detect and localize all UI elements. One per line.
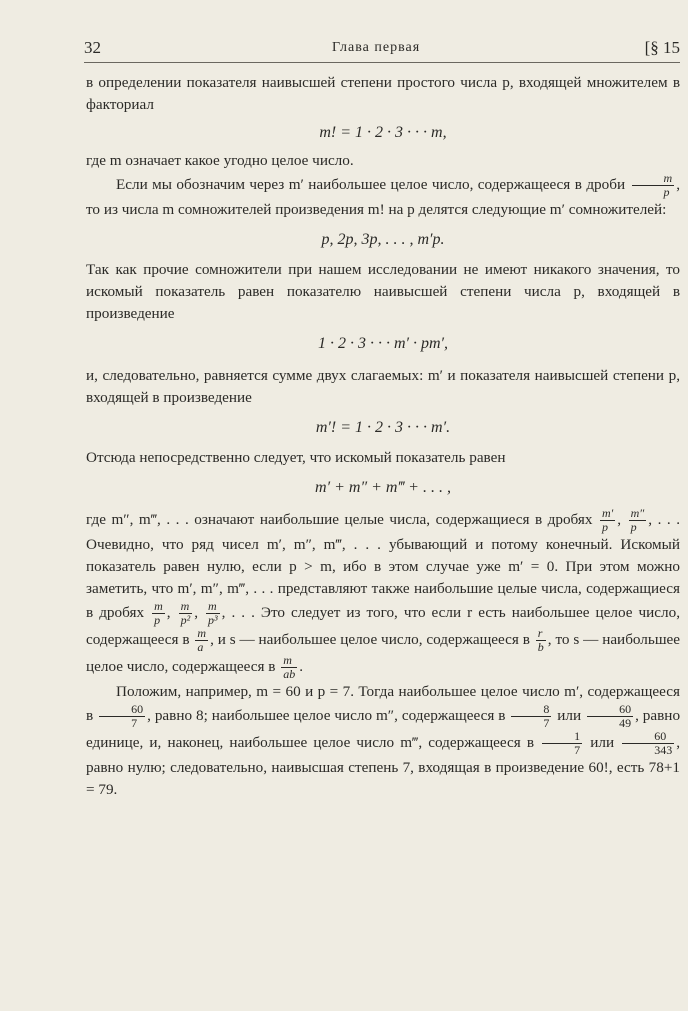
paragraph-3-text-a: Если мы обозначим через m′ наибольшее целое число, содержащееся в дроби <box>116 175 626 193</box>
paragraph-6: Отсюда непосредственно следует, что искомый показатель равен <box>86 449 506 466</box>
equation-factorial: m! = 1 · 2 · 3 · · · m, <box>319 124 447 141</box>
fraction-m-over-p: $\frac{m}{p}$ <box>632 172 675 199</box>
paragraph-8: Положим, например, m = 60 и p = 7. Тогда наибольшее целое число m′, содержащееся в $\frac{60}{7}$ , равно 8; наибольшее целое число m″, содержащееся в $\frac{8}{7}$ или $\frac{60}{49}$ , равно единице, и, наконец, наибольшее целое число m‴, содержащееся в $\frac{1}{7}$ или $\frac{60}{343}$ , равно нулю; следовательно, наивысшая степень 7, входящая в произведение 60!, есть 78+1 = 79. <box>86 683 681 798</box>
fraction-m-over-ab: $\frac{m}{ab}$ <box>283 653 296 681</box>
paragraph-7: где m″, m‴, . . . означают наибольшие целые числа, содержащиеся в дробях $\frac{m'}{p}$ , $\frac{m''}{p}$ , . . . Очевидно, что ряд чисел m′, m″, m‴, . . . убывающий и потому конечный. Искомый показатель равен нулю, если p > m, ибо в этом случае уже m′ = 0. При этом можно заметить, что m′, m″, m‴, . . . представляют также наибольшие целые числа, содержащиеся в дробях $\frac{m}{p}$ , $\frac{m}{\text{p²}}$ , $\frac{m}{\text{p³}}$ , . . . Это следует из того, что если r есть наибольшее целое число, содержащееся в $\frac{m}{a}$ , и s — наибольшее целое число, содержащееся в $\frac{r}{b}$ , то s — наибольшее целое число, содержащееся в $\frac{m}{ab}$ . <box>86 506 681 681</box>
final-result: 78+1 = 79. <box>86 759 681 798</box>
fraction-m-over-p-1: $\frac{m}{p}$ <box>154 599 163 627</box>
fraction-60-over-7: $\frac{60}{7}$ <box>99 703 145 730</box>
paragraph-3 <box>86 172 680 221</box>
equation-sum: m′ + m″ + m‴ + . . . , <box>315 479 451 496</box>
page-number: 32 <box>84 38 101 57</box>
fraction-m1-over-p: $\frac{m'}{p}$ <box>602 506 614 534</box>
section-number: [§ 15 <box>644 38 680 57</box>
fraction-m-over-p-3: $\frac{m}{\text{p³}}$ <box>208 599 218 627</box>
running-header <box>84 36 680 62</box>
paragraph-4: Так как прочие сомножители при нашем исследовании не имеют никакого значения, то искомый показатель равен показателю наивысшей степени числа p, входящей в произведение <box>86 261 680 322</box>
header-rule <box>84 62 680 63</box>
equation-multiples: p, 2p, 3p, . . . , m′p. <box>321 231 445 248</box>
fraction-m2-over-p: $\frac{m''}{p}$ <box>630 506 645 534</box>
page-body <box>86 72 680 801</box>
paragraph-5: и, следовательно, равняется сумме двух слагаемых: m′ и показателя наивысшей степени p, входящей в произведение <box>86 367 680 406</box>
fraction-m-over-p-2: $\frac{m}{\text{p²}}$ <box>180 599 191 627</box>
paragraph-1: в определении показателя наивысшей степени простого числа p, входящей множителем в факториал <box>86 74 680 113</box>
paragraph-3-text-b: , то из числа m сомножителей произведения m! на p делятся следующие m′ сомножителей: <box>86 175 680 218</box>
equation-product: 1 · 2 · 3 · · · m′ · pm′, <box>317 335 449 352</box>
equation-m-prime-factorial: m′! = 1 · 2 · 3 · · · m′. <box>315 419 451 436</box>
fraction-m-over-a: $\frac{m}{a}$ <box>197 626 207 654</box>
fraction-1-over-7: $\frac{1}{7}$ <box>542 730 582 757</box>
paragraph-2: где m означает какое угодно целое число. <box>86 152 354 169</box>
fraction-8-over-7: $\frac{8}{7}$ <box>511 703 551 730</box>
chapter-title: Глава первая <box>332 40 421 55</box>
fraction-60-over-343: $\frac{60}{343}$ <box>622 730 674 757</box>
fraction-60-over-49: $\frac{60}{49}$ <box>587 703 633 730</box>
fraction-r-over-b: $\frac{r}{b}$ <box>537 626 544 654</box>
